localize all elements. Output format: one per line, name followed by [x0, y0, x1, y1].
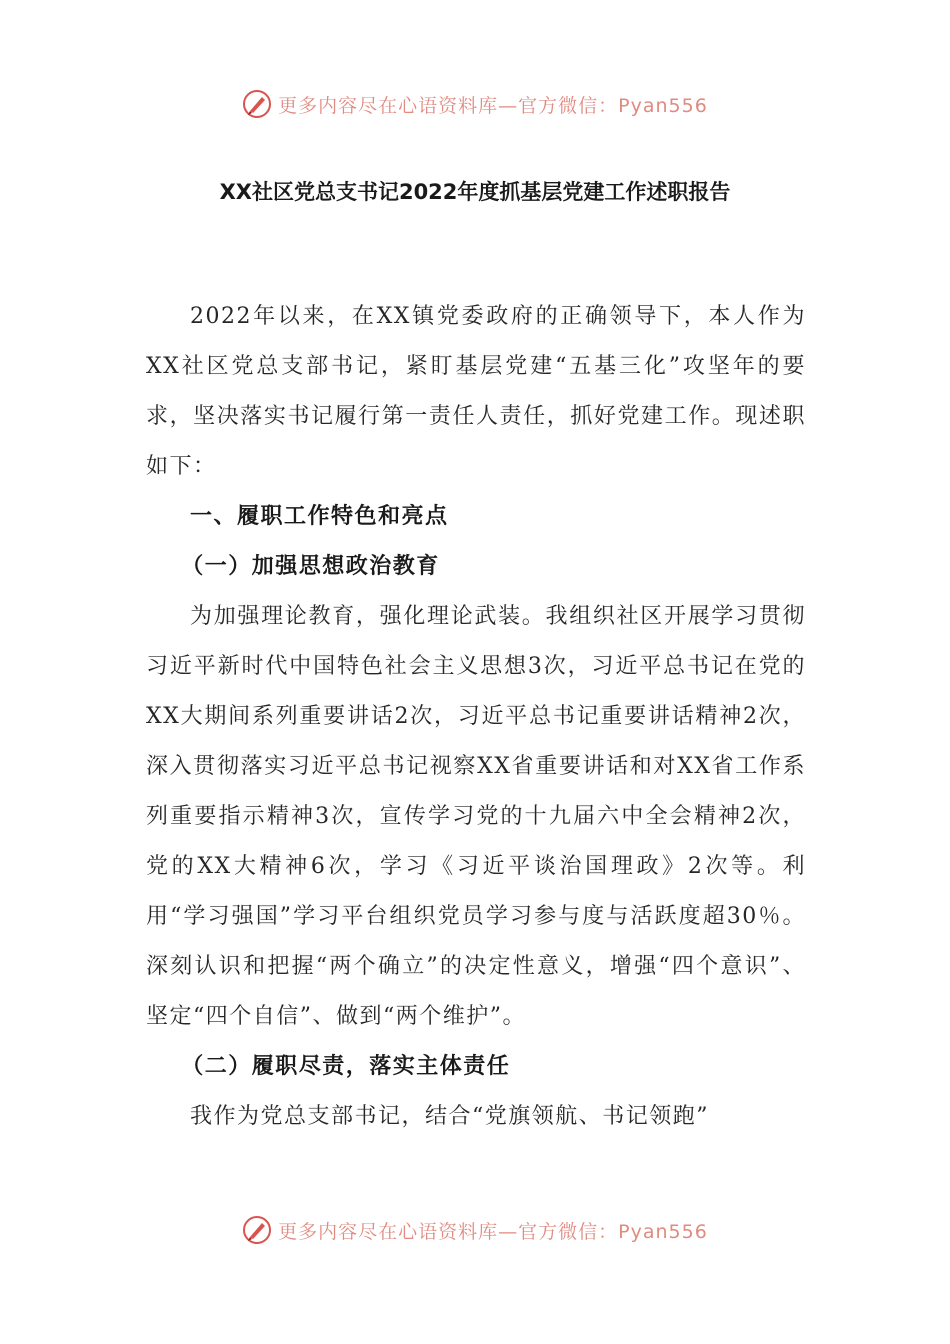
watermark-wechat-id: Pyan556 — [618, 94, 708, 117]
subsection-heading: （二）履职尽责，落实主体责任 — [181, 1054, 511, 1079]
subsection-paragraph: 我作为党总支部书记，结合“党旗领航、书记领跑” — [190, 1104, 709, 1129]
watermark-bottom — [0, 1212, 950, 1248]
watermark-text: 更多内容尽在心语资料库—官方微信： — [278, 94, 619, 117]
watermark-top — [0, 86, 950, 122]
document-body — [146, 292, 806, 1142]
pen-logo-icon — [242, 89, 272, 119]
pen-logo-icon — [242, 1215, 272, 1245]
subsection-paragraph: 为加强理论教育，强化理论武装。我组织社区开展学习贯彻习近平新时代中国特色社会主义思想3次，习近平总书记在党的XX大期间系列重要讲话2次，习近平总书记重要讲话精神2次，深入贯彻落实习近平总书记视察XX省重要讲话和对XX省工作系列重要指示精神3次，宣传学习党的十九届六中全会精神2次，党的XX大精神6次，学习《习近平谈治国理政》2次等。利用“学习强国”学习平台组织党员学习参与度与活跃度超30％。深刻认识和把握“两个确立”的决定性意义，增强“四个意识”、坚定“四个自信”、做到“两个维护”。 — [146, 604, 806, 1029]
watermark-wechat-id: Pyan556 — [618, 1220, 708, 1243]
watermark-text: 更多内容尽在心语资料库—官方微信： — [278, 1220, 619, 1243]
subsection-heading: （一）加强思想政治教育 — [181, 554, 440, 579]
section-heading: 一、履职工作特色和亮点 — [190, 504, 449, 529]
intro-paragraph: 2022年以来，在XX镇党委政府的正确领导下，本人作为XX社区党总支部书记，紧盯基层党建“五基三化”攻坚年的要求，坚决落实书记履行第一责任人责任，抓好党建工作。现述职如下： — [146, 304, 806, 479]
document-title: XX社区党总支书记2022年度抓基层党建工作述职报告 — [219, 180, 731, 204]
